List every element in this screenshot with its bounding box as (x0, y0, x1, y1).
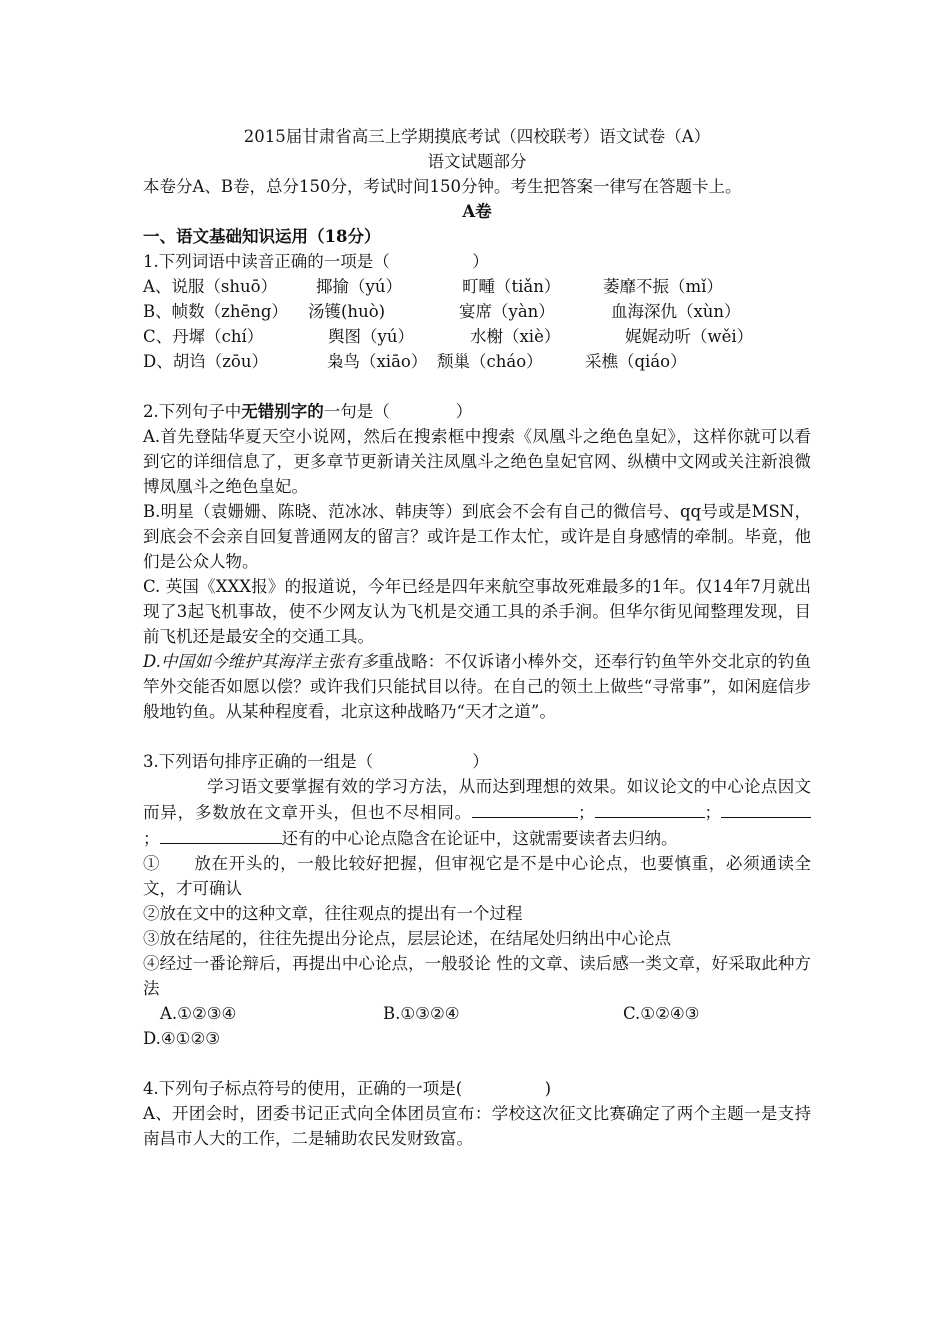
question-2-option-a: A.首先登陆华夏天空小说网，然后在搜索框中搜索《凤凰斗之绝色皇妃》，这样你就可以看到它的详细信息了，更多章节更新请关注凤凰斗之绝色皇妃官网、纵横中文网或关注新浪微博凤凰斗之绝色皇妃。 (143, 427, 811, 496)
option-text: 重战略：不仅诉诸小棒外交，还奉行钓鱼竿外交北京的钓鱼竿外交能否如愿以偿？或许我们只能拭目以待。在自己的领土上做些“寻常事”，如闲庭信步般地钓鱼。从某种程度看，北京这种战略乃“天才之道”。 (143, 652, 812, 721)
question-2-option-d (143, 649, 811, 724)
choice-b: B.①③②④ (383, 1004, 460, 1023)
option-term: D、胡诌（zōu） (143, 352, 268, 371)
answer-blank[interactable] (160, 825, 282, 844)
option-term: 宴席（yàn） (459, 302, 555, 321)
exam-subtitle: 语文试题部分 (427, 152, 527, 171)
section-heading: 一、语文基础知识运用（18分） (143, 227, 381, 246)
answer-blank[interactable] (721, 799, 811, 818)
question-1-option-c (143, 324, 811, 349)
question-1-option-b (143, 299, 811, 324)
volume-label: A卷 (462, 202, 492, 221)
question-3-stem: 3.下列语句排序正确的一组是（ ） (143, 752, 489, 771)
option-italic-text: D.中国如今维护其海洋主张有多 (143, 652, 378, 671)
option-term: 水榭（xiè） (470, 327, 561, 346)
question-2-stem (143, 399, 811, 424)
passage-separator: ； (704, 803, 721, 822)
question-3-item-3: ③放在结尾的，往往先提出分论点，层层论述，在结尾处归纳出中心论点 (143, 929, 671, 948)
question-3-choices (143, 1001, 811, 1026)
question-4-option-a: A、开团会时，团委书记正式向全体团员宣布：学校这次征文比赛确定了两个主题一是支持南昌市人大的工作，二是辅助农民发财致富。 (143, 1104, 811, 1148)
option-term: 汤镬(huò) (308, 302, 386, 321)
exam-page (143, 124, 811, 1151)
option-term: 萎靡不振（mǐ） (603, 277, 723, 296)
choice-a: A.①②③④ (160, 1004, 237, 1023)
question-3-item-1: ① 放在开头的，一般比较好把握，但审视它是不是中心论点，也要慎重，必须通读全文，才可确认 (143, 854, 811, 898)
option-term: 颓巢（cháo） (437, 352, 543, 371)
option-term: 枭鸟（xiāo） (327, 352, 428, 371)
option-term: 娓娓动听（wěi） (625, 327, 754, 346)
question-2-option-c: C. 英国《XXX报》的报道说，今年已经是四年来航空事故死难最多的1年。仅14年7月就出现了3起飞机事故，使不少网友认为飞机是交通工具的杀手涧。但华尔街见闻整理发现，目前飞机还是最安全的交通工具。 (143, 577, 811, 646)
passage-separator: ； (143, 829, 160, 848)
question-3-passage (143, 774, 811, 851)
choice-d: D.④①②③ (143, 1029, 221, 1048)
question-3-item-4: ④经过一番论辩后，再提出中心论点，一般驳论 性的文章、读后感一类文章，好采取此种方法 (143, 954, 811, 998)
option-term: 舆图（yú） (328, 327, 414, 346)
stem-text: 一句是（ ） (323, 402, 473, 421)
answer-blank[interactable] (595, 799, 705, 818)
exam-instructions: 本卷分A、B卷，总分150分，考试时间150分钟。考生把答案一律写在答题卡上。 (143, 177, 742, 196)
passage-text: 还有的中心论点隐含在论证中，这就需要读者去归纳。 (281, 829, 678, 848)
option-term: B、帧数（zhēng） (143, 302, 288, 321)
question-1-option-d (143, 349, 811, 374)
option-term: 血海深仇（xùn） (611, 302, 741, 321)
question-2-option-b: B.明星（袁姗姗、陈晓、范冰冰、韩庚等）到底会不会有自己的微信号、qq号或是MSN，到底会不会亲自回复普通网友的留言？或许是工作太忙，或许是自身感情的牵制。毕竟，他们是公众人物。 (143, 502, 811, 571)
question-1-option-a (143, 274, 811, 299)
stem-emphasis: 无错别字的 (241, 402, 324, 421)
answer-blank[interactable] (472, 799, 578, 818)
passage-text: 学习语文要掌握有效的学习方法，从而达到理想的效果。如议论文的中心论点因文而异，多数放在文章开头，但也不尽相同。 (143, 777, 811, 822)
option-term: C、丹墀（chí） (143, 327, 264, 346)
option-term: 采樵（qiáo） (585, 352, 687, 371)
stem-text: 2.下列句子中 (143, 402, 242, 421)
question-4-stem: 4.下列句子标点符号的使用，正确的一项是( ) (143, 1079, 552, 1098)
option-term: 町畽（tiǎn） (462, 277, 561, 296)
option-term: 揶揄（yú） (316, 277, 402, 296)
question-1-stem: 1.下列词语中读音正确的一项是（ ） (143, 252, 489, 271)
question-3-item-2: ②放在文中的这种文章，往往观点的提出有一个过程 (143, 904, 523, 923)
choice-c: C.①②④③ (623, 1004, 700, 1023)
exam-title: 2015届甘肃省高三上学期摸底考试（四校联考）语文试卷（A） (243, 127, 711, 146)
option-term: A、说服（shuō） (143, 277, 278, 296)
passage-separator: ； (578, 803, 595, 822)
